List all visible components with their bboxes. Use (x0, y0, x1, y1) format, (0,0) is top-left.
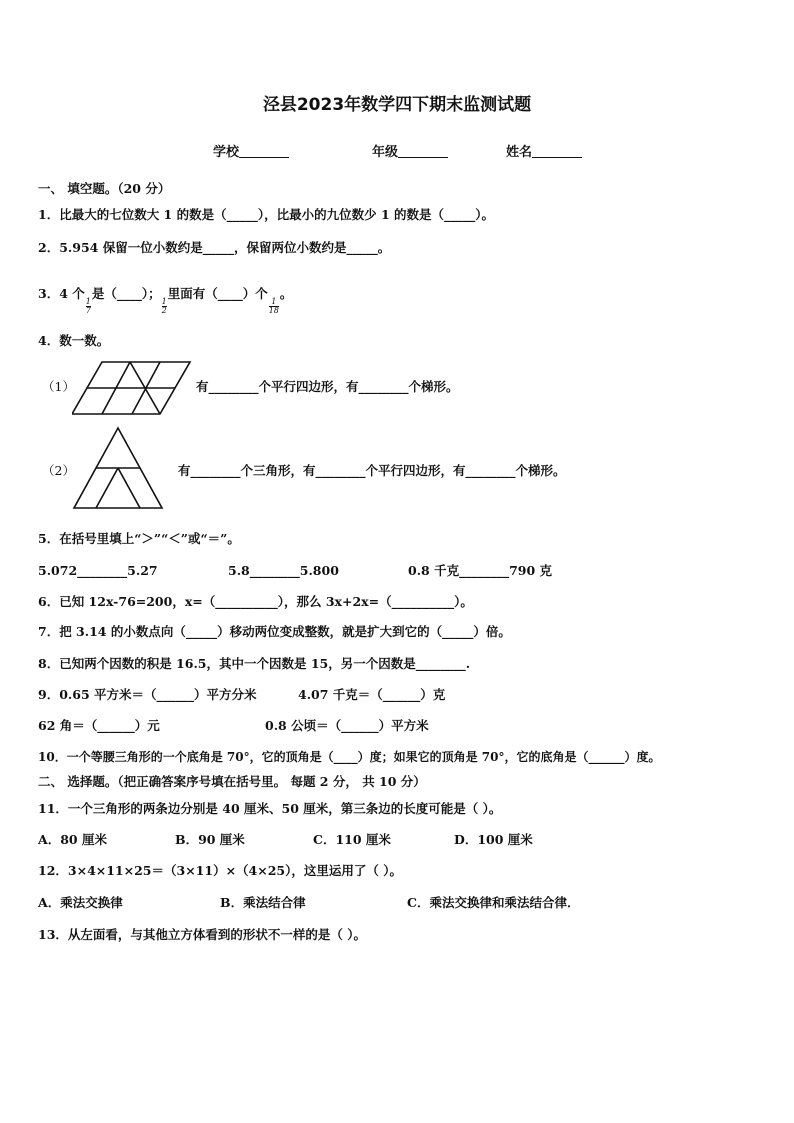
q3-suffix: 。 (279, 286, 293, 301)
school-field (213, 141, 289, 160)
section1-heading: 一、 填空题。（20 分） (38, 181, 171, 196)
q4-label-1: （1） (42, 379, 75, 394)
q5-compare-3: 0.8 千克________790 克 (408, 563, 553, 578)
q9-part-a: 9．0.65 平方米＝（______）平方分米 (38, 687, 257, 702)
question-11: 11．一个三角形的两条边分别是 40 厘米、50 厘米，第三条边的长度可能是（ ）。 (38, 801, 502, 816)
grade-blank (398, 145, 448, 158)
name-blank (532, 145, 582, 158)
question-13: 13．从左面看，与其他立方体看到的形状不一样的是（ ）。 (38, 927, 366, 942)
question-8: 8．已知两个因数的积是 16.5，其中一个因数是 15，另一个因数是________. (38, 656, 471, 671)
name-label: 姓名 (506, 145, 533, 160)
question-12: 12．3×4×11×25＝（3×11）×（4×25），这里运用了（ ）。 (38, 863, 402, 878)
page-title: 泾县2023年数学四下期末监测试题 (262, 95, 532, 115)
q12-option-b: B．乘法结合律 (220, 895, 306, 910)
fraction-1-18: $\frac{1}{18}$ (268, 297, 279, 315)
q9-part-d: 0.8 公顷＝（______）平方米 (265, 718, 429, 733)
q3-prefix: 3．4 个 (38, 286, 85, 301)
q12-option-a: A．乘法交换律 (38, 895, 123, 910)
parallelogram-figure (72, 360, 192, 416)
q11-option-d: D．100 厘米 (454, 832, 533, 847)
q4-line-2: 有________个三角形，有________个平行四边形，有________个梯形。 (178, 463, 566, 478)
question-4: 4．数一数。 (38, 333, 110, 348)
q3-mid2: 里面有（____）个 (167, 286, 268, 301)
school-blank (239, 145, 289, 158)
grade-label: 年级 (372, 145, 399, 160)
question-7: 7．把 3.14 的小数点向（_____）移动两位变成整数，就是扩大到它的（_____）倍。 (38, 624, 511, 639)
q11-option-b: B．90 厘米 (175, 832, 245, 847)
question-5: 5．在括号里填上“＞”“＜”或“＝”。 (38, 531, 240, 546)
q4-label-2: （2） (42, 463, 75, 478)
name-field (506, 141, 582, 160)
grade-field (372, 141, 448, 160)
question-3 (38, 285, 292, 315)
school-label: 学校 (213, 145, 240, 160)
q4-line-1: 有________个平行四边形，有________个梯形。 (196, 379, 459, 394)
fraction-1-7: $\frac{1}{7}$ (85, 297, 91, 315)
question-1: 1．比最大的七位数大 1 的数是（_____），比最小的九位数少 1 的数是（_____）。 (38, 207, 495, 222)
q9-part-b: 4.07 千克＝（______）克 (298, 687, 446, 702)
section2-heading: 二、 选择题。（把正确答案序号填在括号里。 每题 2 分， 共 10 分） (38, 774, 426, 789)
question-10: 10．一个等腰三角形的一个底角是 70°，它的顶角是（____）度；如果它的顶角是 70°，它的底角是（______）度。 (38, 750, 661, 764)
triangle-figure (72, 426, 164, 510)
q9-part-c: 62 角＝（______）元 (38, 718, 160, 733)
question-2: 2．5.954 保留一位小数约是_____，保留两位小数约是_____。 (38, 240, 391, 255)
q11-option-c: C．110 厘米 (313, 832, 391, 847)
question-6: 6．已知 12x-76=200，x=（__________），那么 3x+2x=（__________）。 (38, 594, 473, 609)
q5-compare-1: 5.072________5.27 (38, 563, 158, 578)
q3-mid1: 是（____）； (91, 286, 161, 301)
fraction-1-2: $\frac{1}{2}$ (161, 297, 167, 315)
q12-option-c: C．乘法交换律和乘法结合律． (407, 895, 580, 910)
q5-compare-2: 5.8________5.800 (228, 563, 339, 578)
q11-option-a: A．80 厘米 (38, 832, 107, 847)
